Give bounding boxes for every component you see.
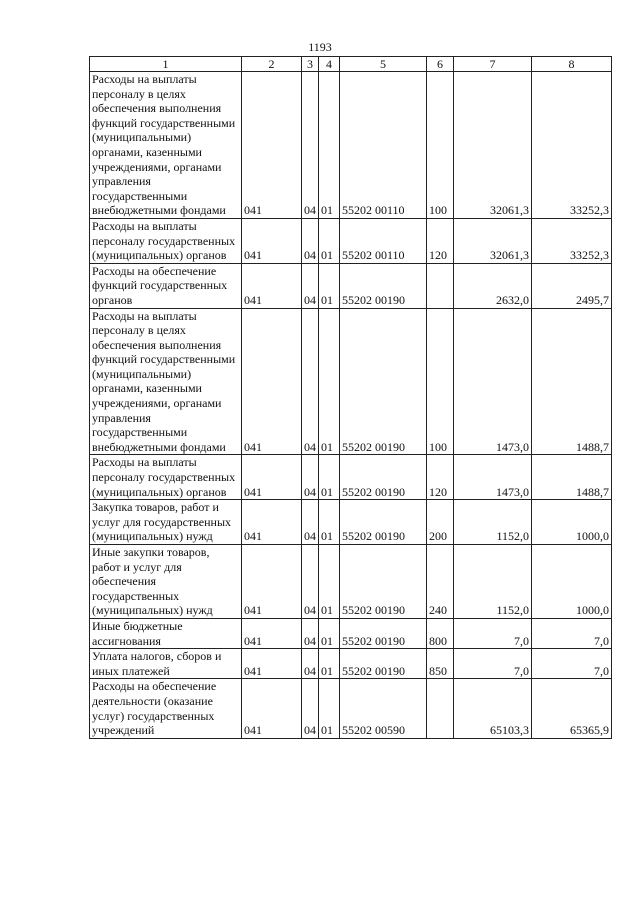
- expense-type-cell: [427, 679, 454, 738]
- subsection-cell: 01: [319, 545, 340, 619]
- section-cell: 04: [302, 263, 319, 308]
- expense-type-cell: 100: [427, 72, 454, 219]
- expense-type-cell: 850: [427, 649, 454, 679]
- column-header: 2: [242, 57, 302, 72]
- ministry-code-cell: 041: [242, 218, 302, 263]
- subsection-cell: 01: [319, 72, 340, 219]
- table-row: [90, 545, 612, 619]
- expense-type-cell: 800: [427, 618, 454, 648]
- expense-type-cell: 120: [427, 218, 454, 263]
- expense-name-cell: Иные закупки товаров, работ и услуг для обеспечения государственных (муниципальных) нужд: [90, 545, 242, 619]
- column-header: 5: [340, 57, 427, 72]
- table-row: [90, 455, 612, 500]
- table-row: [90, 679, 612, 738]
- subsection-cell: 01: [319, 500, 340, 545]
- amount-col8-cell: 33252,3: [532, 72, 612, 219]
- column-header: 8: [532, 57, 612, 72]
- amount-col8-cell: 1488,7: [532, 308, 612, 455]
- expense-type-cell: 200: [427, 500, 454, 545]
- subsection-cell: 01: [319, 308, 340, 455]
- table-row: [90, 618, 612, 648]
- target-article-cell: 55202 00190: [340, 618, 427, 648]
- column-header: 7: [454, 57, 532, 72]
- amount-col7-cell: 1152,0: [454, 545, 532, 619]
- amount-col7-cell: 1473,0: [454, 308, 532, 455]
- expense-type-cell: [427, 263, 454, 308]
- column-header: 3: [302, 57, 319, 72]
- target-article-cell: 55202 00190: [340, 649, 427, 679]
- subsection-cell: 01: [319, 649, 340, 679]
- ministry-code-cell: 041: [242, 72, 302, 219]
- expense-type-cell: 240: [427, 545, 454, 619]
- expense-name-cell: Расходы на выплаты персоналу государственных (муниципальных) органов: [90, 455, 242, 500]
- expense-name-cell: Расходы на выплаты персоналу в целях обеспечения выполнения функций государственными (муниципальными) органами, казенными учреждениями, органами управления государственными внебюджетными фондами: [90, 308, 242, 455]
- table-header-row: [90, 57, 612, 72]
- expense-type-cell: 100: [427, 308, 454, 455]
- section-cell: 04: [302, 72, 319, 219]
- amount-col8-cell: 1000,0: [532, 500, 612, 545]
- section-cell: 04: [302, 455, 319, 500]
- target-article-cell: 55202 00190: [340, 545, 427, 619]
- column-header: 6: [427, 57, 454, 72]
- ministry-code-cell: 041: [242, 500, 302, 545]
- table-row: [90, 500, 612, 545]
- expense-name-cell: Расходы на обеспечение функций государственных органов: [90, 263, 242, 308]
- ministry-code-cell: 041: [242, 545, 302, 619]
- amount-col8-cell: 7,0: [532, 649, 612, 679]
- ministry-code-cell: 041: [242, 263, 302, 308]
- section-cell: 04: [302, 649, 319, 679]
- amount-col7-cell: 32061,3: [454, 72, 532, 219]
- target-article-cell: 55202 00190: [340, 455, 427, 500]
- amount-col7-cell: 32061,3: [454, 218, 532, 263]
- expense-name-cell: Уплата налогов, сборов и иных платежей: [90, 649, 242, 679]
- section-cell: 04: [302, 679, 319, 738]
- amount-col8-cell: 1488,7: [532, 455, 612, 500]
- subsection-cell: 01: [319, 455, 340, 500]
- budget-table: [89, 56, 612, 739]
- table-body: [90, 72, 612, 739]
- subsection-cell: 01: [319, 218, 340, 263]
- target-article-cell: 55202 00190: [340, 263, 427, 308]
- target-article-cell: 55202 00190: [340, 500, 427, 545]
- amount-col8-cell: 7,0: [532, 618, 612, 648]
- amount-col8-cell: 33252,3: [532, 218, 612, 263]
- section-cell: 04: [302, 218, 319, 263]
- amount-col7-cell: 1473,0: [454, 455, 532, 500]
- target-article-cell: 55202 00110: [340, 218, 427, 263]
- ministry-code-cell: 041: [242, 679, 302, 738]
- expense-name-cell: Закупка товаров, работ и услуг для государственных (муниципальных) нужд: [90, 500, 242, 545]
- amount-col7-cell: 65103,3: [454, 679, 532, 738]
- subsection-cell: 01: [319, 618, 340, 648]
- amount-col8-cell: 65365,9: [532, 679, 612, 738]
- target-article-cell: 55202 00590: [340, 679, 427, 738]
- subsection-cell: 01: [319, 263, 340, 308]
- ministry-code-cell: 041: [242, 455, 302, 500]
- section-cell: 04: [302, 308, 319, 455]
- table-row: [90, 263, 612, 308]
- table-row: [90, 72, 612, 219]
- ministry-code-cell: 041: [242, 618, 302, 648]
- amount-col8-cell: 2495,7: [532, 263, 612, 308]
- table-row: [90, 649, 612, 679]
- amount-col7-cell: 7,0: [454, 649, 532, 679]
- section-cell: 04: [302, 618, 319, 648]
- expense-type-cell: 120: [427, 455, 454, 500]
- table-row: [90, 218, 612, 263]
- column-header: 1: [90, 57, 242, 72]
- expense-name-cell: Иные бюджетные ассигнования: [90, 618, 242, 648]
- section-cell: 04: [302, 500, 319, 545]
- expense-name-cell: Расходы на обеспечение деятельности (оказание услуг) государственных учреждений: [90, 679, 242, 738]
- expense-name-cell: Расходы на выплаты персоналу в целях обеспечения выполнения функций государственными (муниципальными) органами, казенными учреждениями, органами управления государственными внебюджетными фондами: [90, 72, 242, 219]
- amount-col7-cell: 1152,0: [454, 500, 532, 545]
- section-cell: 04: [302, 545, 319, 619]
- target-article-cell: 55202 00110: [340, 72, 427, 219]
- target-article-cell: 55202 00190: [340, 308, 427, 455]
- page-number: 1193: [308, 40, 332, 54]
- ministry-code-cell: 041: [242, 308, 302, 455]
- expense-name-cell: Расходы на выплаты персоналу государственных (муниципальных) органов: [90, 218, 242, 263]
- table-row: [90, 308, 612, 455]
- ministry-code-cell: 041: [242, 649, 302, 679]
- amount-col8-cell: 1000,0: [532, 545, 612, 619]
- subsection-cell: 01: [319, 679, 340, 738]
- amount-col7-cell: 2632,0: [454, 263, 532, 308]
- amount-col7-cell: 7,0: [454, 618, 532, 648]
- column-header: 4: [319, 57, 340, 72]
